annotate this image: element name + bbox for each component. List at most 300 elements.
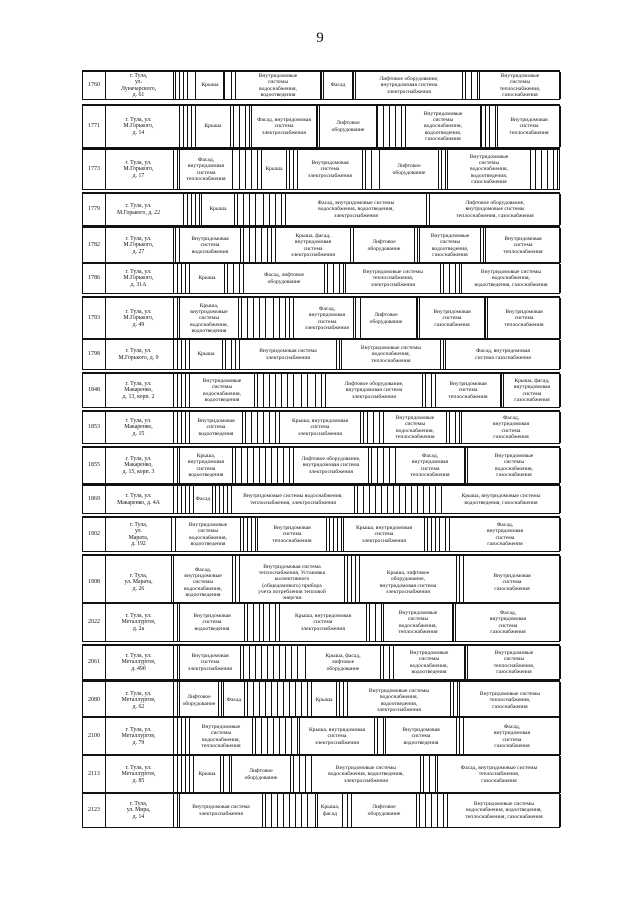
address-cell: г. Тула, ул. Макаренко, д. 15 (105, 412, 171, 443)
work-type-cell: Фасад, внутридомовая система газоснабжения (463, 718, 561, 755)
address-cell: г. Тула, ул. Марата, д. 26 (105, 556, 171, 609)
table-row (82, 262, 560, 294)
work-type-cell: Фасад (323, 72, 353, 99)
table-row (82, 792, 560, 828)
column-divider (269, 374, 270, 407)
work-type-cell: Фасад (223, 682, 245, 719)
column-divider (337, 518, 338, 551)
column-divider (185, 718, 186, 755)
column-divider (251, 150, 252, 189)
column-divider (383, 646, 384, 679)
column-divider (465, 448, 466, 483)
column-divider (417, 486, 418, 513)
column-divider (289, 448, 290, 483)
work-type-cell: Крыша, внутридомовая система электроснабжения (299, 718, 375, 755)
work-type-cell: Внутридомовые системы теплоснабжения, газоснабжения (479, 72, 561, 99)
column-divider (381, 604, 382, 641)
column-divider (227, 486, 228, 513)
column-divider (431, 518, 432, 551)
work-type-cell: Внутридомовые системы водоснабжения, водоотведения (189, 374, 255, 407)
column-divider (417, 298, 418, 339)
column-divider (173, 228, 174, 263)
column-divider (381, 486, 382, 513)
column-divider (247, 448, 248, 483)
column-divider (371, 448, 372, 483)
column-divider (243, 518, 244, 551)
work-type-cell: Крыша (189, 264, 225, 293)
work-type-cell: Внутридомовая система теплоснабжения, Установка коллективного (общедомового) прибора учета потребления тепловой энергии (239, 556, 345, 609)
column-divider (227, 264, 228, 293)
table-row (82, 296, 560, 340)
address-cell: г. Тула, ул. Мира, д. 14 (105, 794, 171, 827)
column-divider (239, 264, 240, 293)
work-type-cell: Внутридомовая система электроснабжения (297, 150, 363, 189)
work-type-cell: Фасад, внутридомовая система теплоснабжения (179, 150, 233, 189)
column-divider (425, 374, 426, 407)
column-divider (247, 682, 248, 719)
column-divider (289, 150, 290, 189)
address-cell: г. Тула, ул. Макаренко, д. 13, корп. 2 (105, 374, 171, 407)
column-divider (265, 682, 266, 719)
work-type-cell: Внутридомовая система электроснабжения (239, 340, 337, 369)
row-number: 2113 (88, 771, 100, 778)
column-divider (233, 264, 234, 293)
column-divider (455, 412, 456, 443)
row-number: 1782 (88, 242, 100, 249)
column-divider (295, 682, 296, 719)
column-divider (259, 604, 260, 641)
column-divider (183, 194, 184, 225)
column-divider (173, 794, 174, 827)
column-divider (477, 72, 478, 99)
table-row (82, 602, 560, 642)
address-cell: г. Тула, ул. М.Горького, д. 27 (105, 228, 171, 263)
column-divider (285, 718, 286, 755)
column-divider (339, 264, 340, 293)
column-divider (383, 448, 384, 483)
work-type-cell: Внутридомовая система водоотведения (189, 412, 243, 443)
table-row (82, 104, 560, 148)
column-divider (291, 718, 292, 755)
column-divider (417, 228, 418, 263)
column-divider (173, 374, 174, 407)
column-divider (273, 298, 274, 339)
column-divider (281, 374, 282, 407)
work-type-cell: Внутридомовые системы водоснабжения, водоотведения, электроснабжения (311, 756, 421, 793)
column-divider (253, 298, 254, 339)
column-divider (299, 756, 300, 793)
work-type-cell: Внутридомовая система теплоснабжения (485, 228, 561, 263)
column-divider (177, 718, 178, 755)
column-divider (383, 106, 384, 147)
column-divider (271, 794, 272, 827)
column-divider (321, 72, 322, 99)
column-divider (453, 604, 454, 641)
work-type-cell: Лифтовое оборудование, внутридомовая система электроснабжения (355, 72, 463, 99)
column-divider (269, 604, 270, 641)
column-divider (445, 150, 446, 189)
column-divider (261, 228, 262, 263)
column-divider (369, 604, 370, 641)
column-divider (297, 718, 298, 755)
column-divider (449, 264, 450, 293)
column-divider (177, 150, 178, 189)
column-divider (405, 486, 406, 513)
column-divider (443, 794, 444, 827)
column-divider (389, 448, 390, 483)
column-divider (267, 718, 268, 755)
work-type-cell: Внутридомовые системы водоснабжения, водоотведения, газоснабжения (447, 150, 531, 189)
column-divider (439, 518, 440, 551)
table-row (82, 338, 560, 370)
column-divider (251, 518, 252, 551)
column-divider (235, 340, 236, 369)
work-type-cell: Внутридомовые системы водоснабжения, теплоснабжения (341, 340, 441, 369)
work-type-cell: Крыша, фасад (317, 794, 343, 827)
column-divider (177, 264, 178, 293)
column-divider (229, 756, 230, 793)
column-divider (175, 72, 176, 99)
column-divider (459, 718, 460, 755)
column-divider (289, 298, 290, 339)
work-type-cell: Крыша, лифтовое оборудование, внутридомовая система электроснабжения (359, 556, 457, 609)
column-divider (219, 486, 220, 513)
column-divider (333, 518, 334, 551)
column-divider (399, 486, 400, 513)
address-cell: г. Тула, ул. М.Горького, д. 17 (105, 150, 171, 189)
row-number: 1786 (88, 275, 100, 282)
column-divider (249, 646, 250, 679)
column-divider (181, 718, 182, 755)
column-divider (259, 298, 260, 339)
column-divider (283, 682, 284, 719)
column-divider (245, 412, 246, 443)
column-divider (365, 150, 366, 189)
work-type-cell: Внутридомовые системы водоснабжения, водоотведения (393, 646, 465, 679)
column-divider (177, 604, 178, 641)
column-divider (431, 794, 432, 827)
work-type-cell: Внутридомовые системы водоснабжения, газоснабжения (467, 448, 561, 483)
column-divider (255, 228, 256, 263)
column-divider (441, 150, 442, 189)
table-row (82, 516, 560, 552)
column-divider (283, 448, 284, 483)
column-divider (267, 646, 268, 679)
column-divider (253, 682, 254, 719)
address-cell: г. Тула, ул. Металлургов, д. 79 (105, 718, 171, 755)
row-number: 1848 (88, 387, 100, 394)
column-divider (173, 486, 174, 513)
row-number: 1771 (88, 123, 100, 130)
column-divider (173, 646, 174, 679)
work-type-cell: Внутридомовые системы водоснабжения, теплоснабжения (189, 718, 253, 755)
column-divider (557, 150, 558, 189)
work-type-cell: Крыша (189, 340, 223, 369)
column-divider (185, 264, 186, 293)
table-row (82, 484, 560, 514)
column-divider (431, 374, 432, 407)
table-row (82, 446, 560, 484)
row-number: 1760 (88, 82, 100, 89)
column-divider (177, 374, 178, 407)
address-cell: г. Тула, ул. М.Горького, д. 9 (105, 340, 171, 369)
work-type-cell: Фасад, внутридомовая система теплоснабжения (395, 448, 465, 483)
work-type-cell: Крыша, внутридомовая система электроснабжения (279, 604, 367, 641)
column-divider (485, 298, 486, 339)
column-divider (181, 374, 182, 407)
address-cell: г. Тула, ул. Луначарского, д. 61 (105, 72, 171, 99)
column-divider (307, 794, 308, 827)
column-divider (317, 106, 318, 147)
column-divider (485, 106, 486, 147)
column-divider (437, 794, 438, 827)
column-divider (373, 412, 374, 443)
column-divider (389, 646, 390, 679)
row-number: 1855 (88, 462, 100, 469)
column-divider (471, 72, 472, 99)
column-divider (357, 486, 358, 513)
column-divider (181, 756, 182, 793)
column-divider (187, 106, 188, 147)
column-divider (277, 448, 278, 483)
row-number: 1773 (88, 166, 100, 173)
column-divider (257, 150, 258, 189)
work-type-cell: Лифтовое оборудование, внутридомовые системы теплоснабжения, газоснабжения (429, 194, 561, 225)
work-type-cell: Внутридомовые системы водоснабжения, водоотведения, газоснабжения (405, 106, 481, 147)
column-divider (241, 298, 242, 339)
work-type-cell: Лифтовое оборудование (353, 228, 415, 263)
work-type-cell: Внутридомовые системы водоснабжения, теплоснабжения, электроснабжения (231, 486, 355, 513)
address-cell: г. Тула, ул. Марата, д. 192 (105, 518, 171, 551)
column-divider (257, 374, 258, 407)
work-type-cell: Лифтовое оборудование (179, 682, 219, 719)
page-number: 9 (316, 30, 324, 46)
column-divider (189, 756, 190, 793)
work-type-cell: Внутридомовая система теплоснабжения (497, 106, 561, 147)
work-type-cell: Внутридомовые системы водоснабжения, водоотведения, электроснабжения (347, 682, 451, 719)
work-type-cell: Внутридомовые системы теплоснабжения, газоснабжения (459, 682, 561, 719)
column-divider (315, 374, 316, 407)
address-cell: г. Тула, ул. М.Горького, д. 14 (105, 106, 171, 147)
column-divider (401, 106, 402, 147)
work-type-cell: Внутридомовые системы водоснабжения, водоотведения (175, 518, 241, 551)
column-divider (263, 412, 264, 443)
work-type-cell: Внутридомовые системы водоотведения, газоснабжения (419, 228, 481, 263)
work-type-cell: Внутридомовые системы теплоснабжения, электроснабжения (345, 264, 441, 293)
column-divider (333, 264, 334, 293)
column-divider (187, 194, 188, 225)
column-divider (343, 264, 344, 293)
column-divider (185, 756, 186, 793)
column-divider (501, 374, 502, 407)
column-divider (261, 646, 262, 679)
column-divider (247, 518, 248, 551)
column-divider (289, 794, 290, 827)
work-type-cell: Крыша, внутридомовые системы водоснабжения, водоотведения (179, 298, 239, 339)
column-divider (455, 264, 456, 293)
column-divider (185, 340, 186, 369)
work-type-cell: Внутридомовые системы водоснабжения, теплоснабжения (383, 412, 447, 443)
column-divider (435, 518, 436, 551)
column-divider (273, 646, 274, 679)
address-cell: г. Тула, ул. Металлургов, д. 2а (105, 604, 171, 641)
column-divider (275, 374, 276, 407)
address-cell: г. Тула, ул. Макаренко, д. 4А (105, 486, 171, 513)
column-divider (449, 412, 450, 443)
column-divider (321, 374, 322, 407)
column-divider (305, 756, 306, 793)
work-type-cell: Внутридомовые системы водоснабжения, теплоснабжения (383, 604, 453, 641)
column-divider (327, 264, 328, 293)
address-cell: г. Тула, ул. М.Горького, д. 49 (105, 298, 171, 339)
column-divider (195, 194, 196, 225)
work-type-cell: Крыша (195, 106, 231, 147)
column-divider (171, 518, 172, 551)
row-number: 2123 (88, 807, 100, 814)
column-divider (435, 756, 436, 793)
column-divider (459, 264, 460, 293)
work-type-cell: Лифтовое оборудование (319, 106, 377, 147)
row-number: 1798 (88, 351, 100, 358)
column-divider (387, 486, 388, 513)
column-divider (185, 486, 186, 513)
column-divider (179, 106, 180, 147)
column-divider (243, 194, 244, 225)
column-divider (223, 486, 224, 513)
column-divider (231, 340, 232, 369)
column-divider (245, 150, 246, 189)
work-type-cell: Лифтовое оборудование (355, 298, 417, 339)
work-type-cell: Внутридомовые системы теплоснабжения, газоснабжения (467, 646, 561, 679)
column-divider (429, 756, 430, 793)
column-divider (185, 374, 186, 407)
column-divider (279, 718, 280, 755)
column-divider (173, 448, 174, 483)
work-type-cell: Крыша (195, 72, 225, 99)
work-type-cell: Фасад, внутридомовая система электроснабжения (293, 298, 361, 339)
address-cell: г. Тула, ул. Металлургов, д. 85 (105, 756, 171, 793)
column-divider (281, 194, 282, 225)
address-cell: г. Тула, ул. Макаренко, д. 15, корп. 3 (105, 448, 171, 483)
column-divider (553, 150, 554, 189)
work-type-cell: Внутридомовая система электроснабжения (179, 794, 263, 827)
work-type-cell: Крыша (311, 682, 337, 719)
table-row (82, 148, 560, 190)
work-type-cell: Крыша, внутридомовая система водоотведения (179, 448, 233, 483)
column-divider (423, 756, 424, 793)
column-divider (291, 646, 292, 679)
column-divider (301, 374, 302, 407)
work-type-cell: Внутридомовая система электроснабжения (179, 646, 241, 679)
work-type-cell: Крыша (201, 194, 235, 225)
column-divider (263, 374, 264, 407)
column-divider (363, 486, 364, 513)
work-type-cell: Фасад, внутридомовые системы водоснабжения, водоотведения, электроснабжения (285, 194, 427, 225)
column-divider (465, 72, 466, 99)
work-type-cell: Внутридомовая система газоснабжения (463, 556, 561, 609)
column-divider (277, 682, 278, 719)
work-type-cell: Лифтовое оборудование (231, 756, 291, 793)
column-divider (395, 106, 396, 147)
column-divider (239, 106, 240, 147)
column-divider (225, 340, 226, 369)
work-type-cell: Крыша (261, 150, 287, 189)
column-divider (459, 412, 460, 443)
column-divider (263, 604, 264, 641)
column-divider (297, 646, 298, 679)
column-divider (243, 646, 244, 679)
column-divider (173, 264, 174, 293)
table-row (82, 410, 560, 444)
work-type-cell: Фасад (193, 486, 213, 513)
column-divider (173, 340, 174, 369)
column-divider (177, 794, 178, 827)
column-divider (481, 106, 482, 147)
work-type-cell: Внутридомовая система теплоснабжения (487, 298, 561, 339)
column-divider (343, 682, 344, 719)
work-type-cell: Лифтовое оборудование, внутридомовая система электроснабжения (293, 448, 369, 483)
work-type-cell: Крыша, фасад, лифтовое оборудование (305, 646, 381, 679)
column-divider (243, 228, 244, 263)
table-row (82, 372, 560, 408)
column-divider (489, 106, 490, 147)
row-number: 1853 (88, 424, 100, 431)
column-divider (241, 448, 242, 483)
column-divider (277, 794, 278, 827)
column-divider (263, 194, 264, 225)
address-cell: г. Тула, ул. Металлургов, д. 62 (105, 682, 171, 719)
work-type-cell: Внутридомовая система водоотведения (179, 604, 245, 641)
column-divider (269, 412, 270, 443)
row-number: 1779 (88, 206, 100, 213)
column-divider (295, 794, 296, 827)
address-cell: г. Тула, ул. М.Горького, д. 22 (105, 194, 171, 225)
column-divider (181, 412, 182, 443)
column-divider (269, 194, 270, 225)
column-divider (177, 646, 178, 679)
column-divider (369, 486, 370, 513)
column-divider (235, 448, 236, 483)
column-divider (293, 150, 294, 189)
column-divider (285, 646, 286, 679)
table-row (82, 754, 560, 794)
column-divider (443, 264, 444, 293)
column-divider (255, 646, 256, 679)
column-divider (429, 486, 430, 513)
column-divider (383, 718, 384, 755)
work-type-cell: Внутридомовая система теплоснабжения (435, 374, 501, 407)
column-divider (237, 194, 238, 225)
column-divider (173, 604, 174, 641)
row-number: 2100 (88, 733, 100, 740)
row-number: 1908 (88, 579, 100, 586)
column-divider (267, 228, 268, 263)
column-divider (187, 72, 188, 99)
work-type-cell: Внутридомовые системы водоснабжения, водоотведения, газоснабжения (461, 264, 561, 293)
column-divider (393, 486, 394, 513)
column-divider (255, 518, 256, 551)
column-divider (181, 340, 182, 369)
column-divider (259, 448, 260, 483)
column-divider (257, 412, 258, 443)
column-divider (175, 228, 176, 263)
column-divider (259, 682, 260, 719)
column-divider (261, 718, 262, 755)
column-divider (191, 106, 192, 147)
column-divider (419, 794, 420, 827)
column-divider (535, 150, 536, 189)
table-row (82, 226, 560, 264)
